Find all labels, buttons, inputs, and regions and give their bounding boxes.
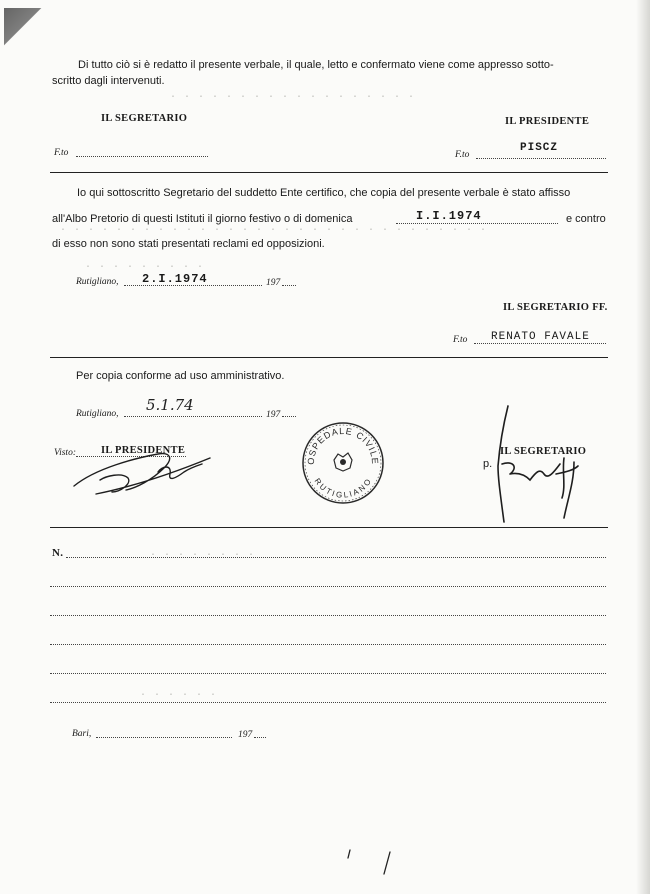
scan-corner-shadow bbox=[4, 8, 46, 48]
bleed-through-text: · · · · · · · · · · · · · · · · · · bbox=[170, 92, 416, 103]
date-line-2 bbox=[124, 416, 262, 417]
fto-label-segretario: F.to bbox=[54, 148, 69, 158]
segretario-prefix: p. bbox=[483, 458, 493, 470]
presidente-title: IL PRESIDENTE bbox=[505, 116, 590, 127]
year-line-2 bbox=[282, 416, 296, 417]
register-line-2 bbox=[50, 586, 606, 587]
section-divider-3 bbox=[50, 527, 608, 528]
certification-line-2b: e contro bbox=[566, 213, 606, 225]
intro-line-2: scritto dagli intervenuti. bbox=[52, 75, 165, 87]
signature-line-presidente bbox=[476, 158, 606, 159]
visto-label: Visto: bbox=[54, 448, 76, 458]
certification-line-3: di esso non sono stati presentati reclami ed opposizioni. bbox=[52, 238, 325, 250]
year-prefix-2: 197 bbox=[266, 410, 281, 420]
register-line-6 bbox=[50, 702, 606, 703]
intro-line-1: Di tutto ciò si è redatto il presente verbale, il quale, letto e confermato viene come appresso sotto- bbox=[78, 59, 554, 71]
certification-line-2a: all'Albo Pretorio di questi Istituti il giorno festivo o di domenica bbox=[52, 213, 353, 225]
register-number-label: N. bbox=[52, 547, 64, 559]
segretario-ff-name: RENATO FAVALE bbox=[491, 331, 590, 343]
bleed-through-text: · · · · · · · · bbox=[150, 550, 256, 561]
affisso-date: I.I.1974 bbox=[416, 209, 482, 223]
stamp-top-text: OSPEDALE CIVILE bbox=[305, 425, 381, 466]
segretario-title: IL SEGRETARIO bbox=[101, 113, 188, 124]
visto-presidente-title: IL PRESIDENTE bbox=[101, 445, 186, 456]
ospedale-stamp bbox=[300, 420, 386, 506]
section-divider-1 bbox=[50, 172, 608, 173]
date-line-affisso bbox=[396, 223, 558, 224]
bleed-through-text: · · · · · · bbox=[140, 690, 218, 701]
register-line-3 bbox=[50, 615, 606, 616]
fto-label-ff: F.to bbox=[453, 335, 468, 345]
place-bari: Bari, bbox=[72, 729, 92, 739]
date-line-bari bbox=[96, 737, 232, 738]
stray-pen-mark bbox=[340, 848, 400, 878]
segretario-ff-title: IL SEGRETARIO FF. bbox=[503, 302, 608, 313]
segretario-bottom-title: IL SEGRETARIO bbox=[500, 446, 587, 457]
register-line-1 bbox=[66, 557, 606, 558]
register-line-5 bbox=[50, 673, 606, 674]
year-prefix-1: 197 bbox=[266, 278, 281, 288]
scan-edge-shadow bbox=[636, 0, 650, 894]
certification-date: 2.I.1974 bbox=[142, 272, 208, 286]
register-line-4 bbox=[50, 644, 606, 645]
segretario-signature bbox=[470, 402, 590, 530]
section-divider-2 bbox=[50, 357, 608, 358]
copy-conforme-text: Per copia conforme ad uso amministrativo. bbox=[76, 370, 285, 382]
stamp-bottom-text: RUTIGLIANO bbox=[312, 476, 374, 500]
place-rutigliano-1: Rutigliano, bbox=[76, 277, 119, 287]
signature-line-segretario bbox=[76, 156, 208, 157]
presidente-signature bbox=[66, 428, 216, 500]
year-line-1 bbox=[282, 285, 296, 286]
bleed-through-text: · · · · · · · · · · · · · · · · · · · · · · · · · · · · · · · bbox=[60, 225, 488, 236]
year-line-bari bbox=[254, 737, 266, 738]
certification-line-1: Io qui sottoscritto Segretario del suddetto Ente certifico, che copia del presente verbale è stato affisso bbox=[77, 187, 571, 199]
handwritten-date: 5.1.74 bbox=[146, 396, 194, 414]
bleed-through-text: · · · · · · · · · bbox=[85, 262, 205, 273]
presidente-name: PISCZ bbox=[520, 142, 559, 154]
year-prefix-bari: 197 bbox=[238, 730, 253, 740]
fto-label-presidente: F.to bbox=[455, 150, 470, 160]
place-rutigliano-2: Rutigliano, bbox=[76, 409, 119, 419]
